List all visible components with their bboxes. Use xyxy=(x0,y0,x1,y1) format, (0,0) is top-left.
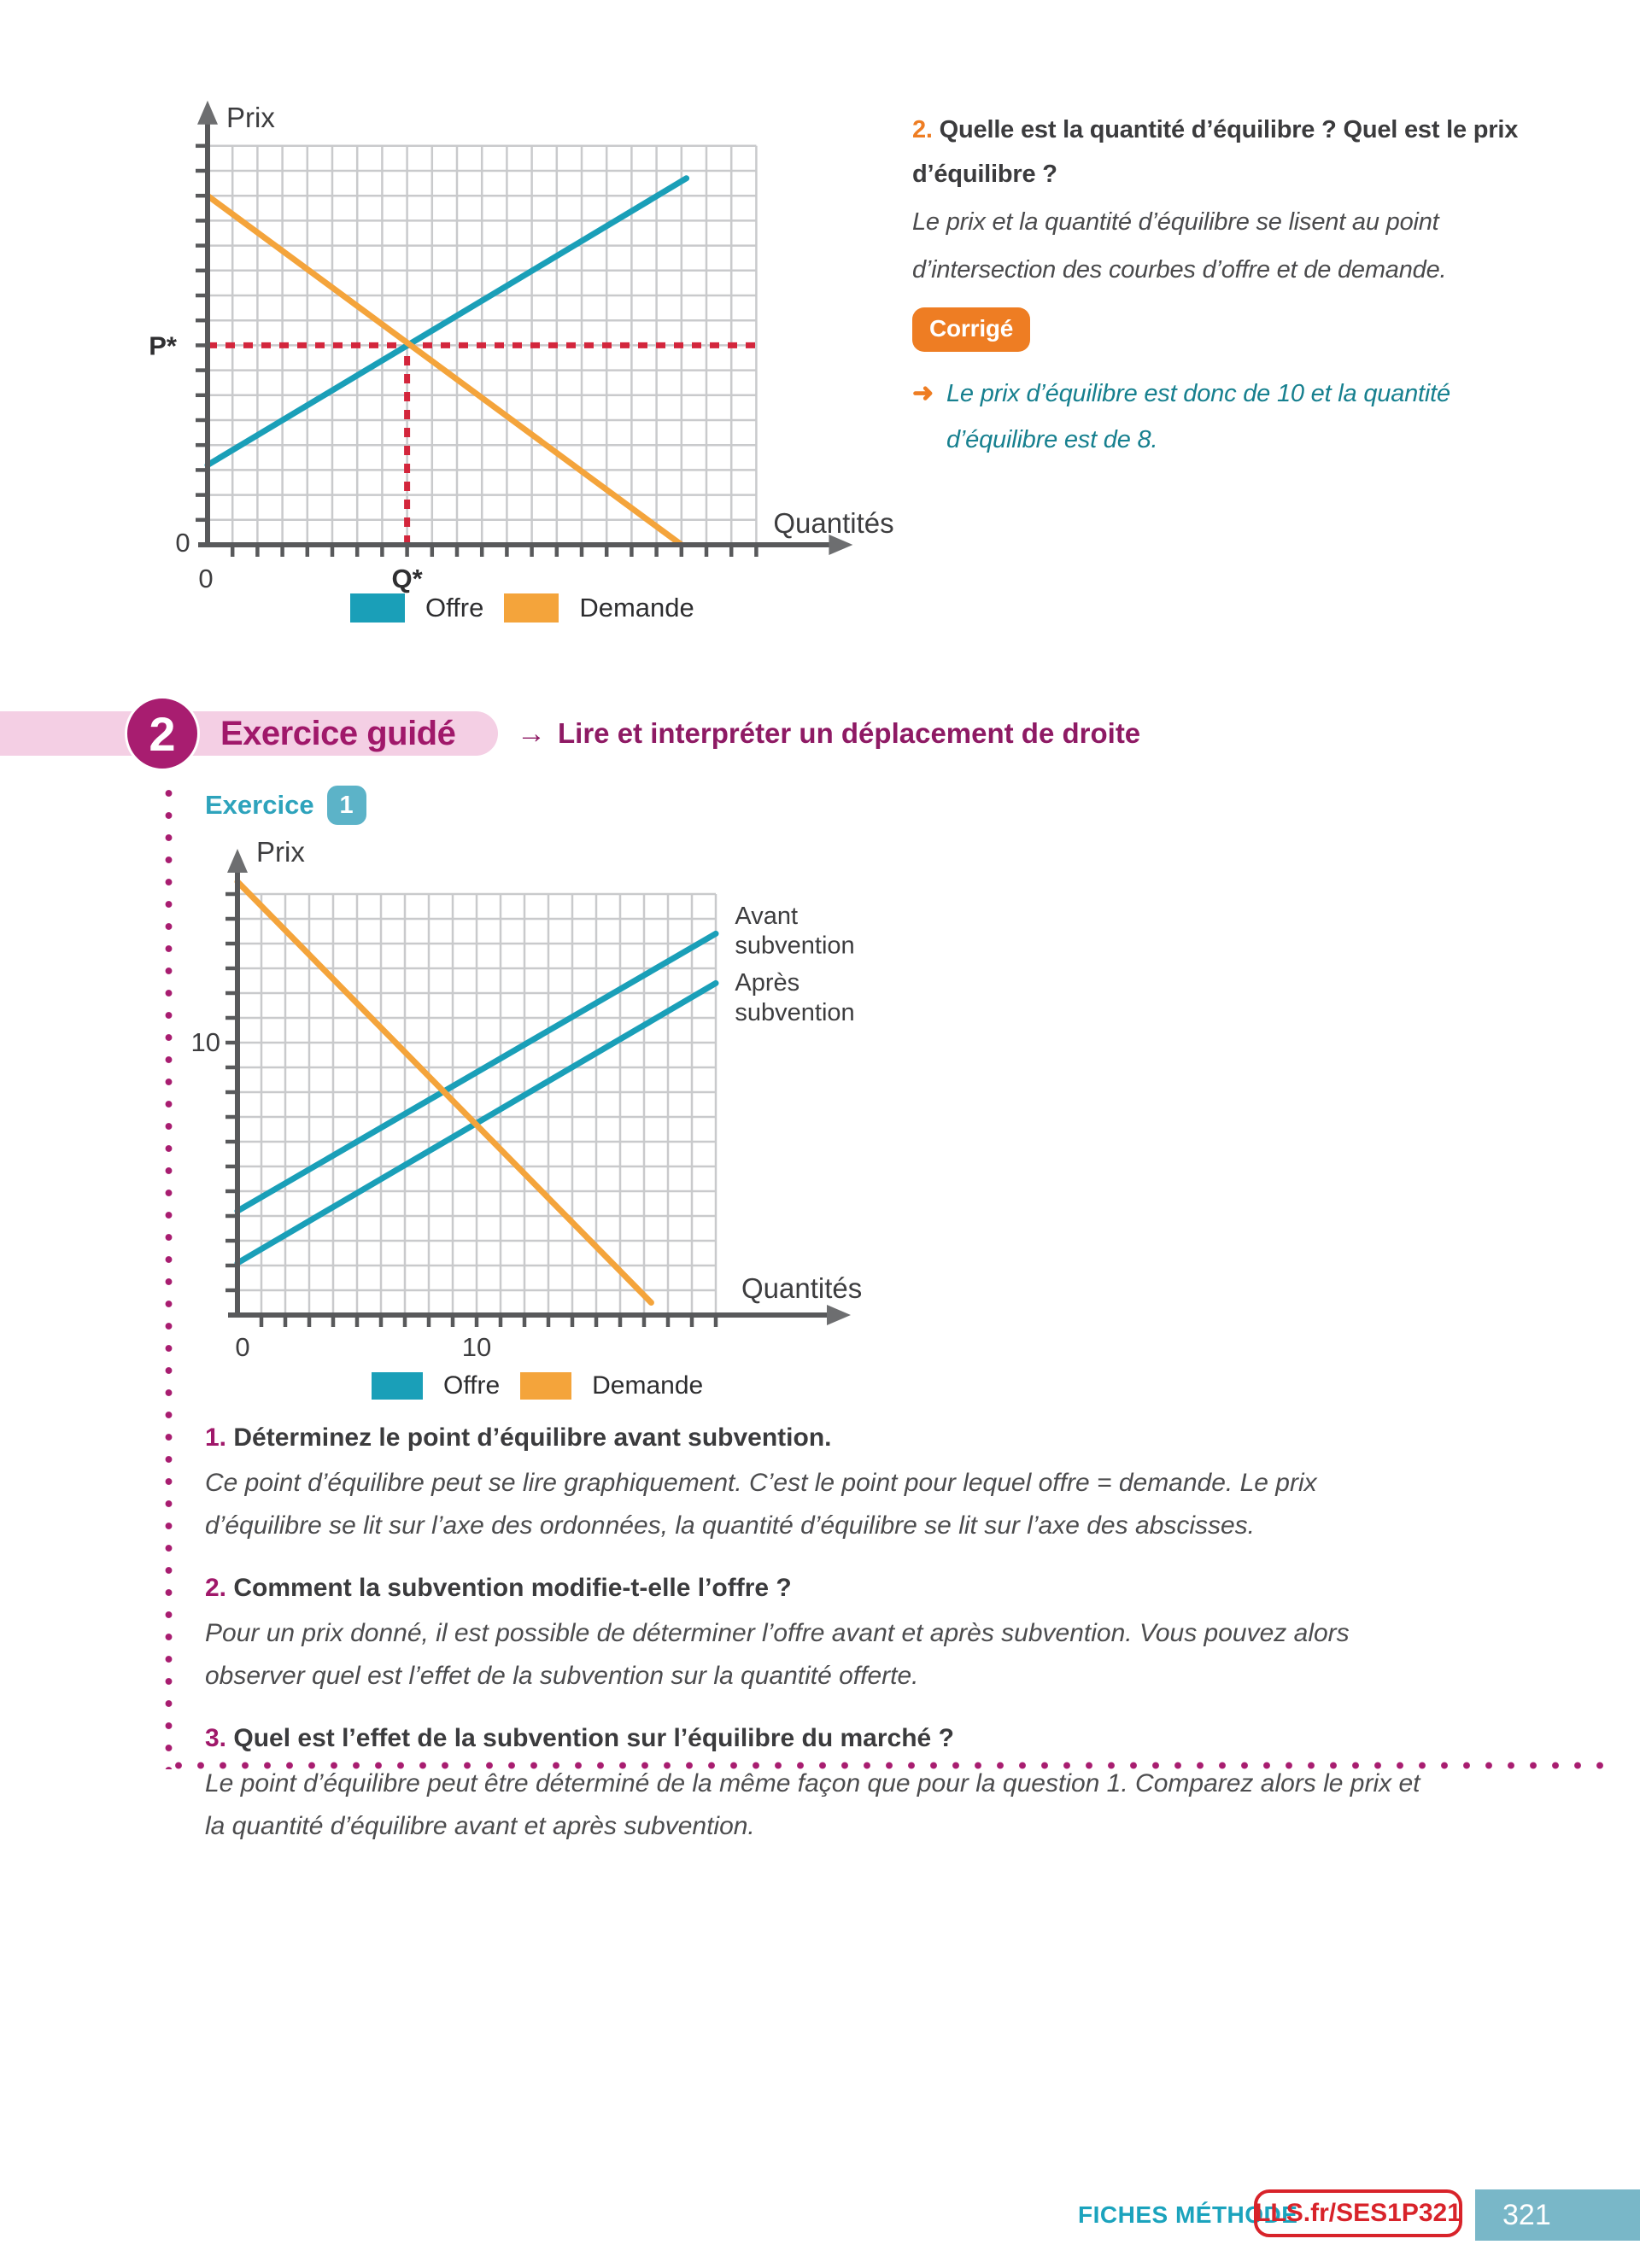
offre-legend-label: Offre xyxy=(425,593,484,623)
chart-label: Q* xyxy=(391,564,423,593)
offre-swatch-icon xyxy=(372,1372,423,1400)
question-number: 3. xyxy=(205,1724,227,1752)
equilibrium-chart xyxy=(120,94,905,649)
question-item xyxy=(205,1419,1426,1457)
solution-answer-text: Le prix d’équilibre est donc de 10 et la quantité d’équilibre est de 8. xyxy=(946,380,1450,453)
question-text: Déterminez le point d’équilibre avant subvention. xyxy=(233,1423,832,1452)
chart-label: subvention xyxy=(735,932,855,960)
chart-label: P* xyxy=(149,330,177,361)
question-item xyxy=(205,1720,1426,1757)
offre-swatch-icon xyxy=(350,593,405,623)
chart-label: Avant xyxy=(735,902,799,930)
chart-label: 0 xyxy=(175,528,190,558)
y-axis-arrow-icon xyxy=(227,849,248,873)
x-axis-arrow-icon xyxy=(827,1305,851,1325)
corrige-badge: Corrigé xyxy=(912,307,1030,352)
chart-label: subvention xyxy=(735,998,855,1026)
demande-swatch-icon xyxy=(520,1372,571,1400)
chart-label: 10 xyxy=(461,1332,492,1362)
footer-link-badge[interactable]: LLS.fr/SES1P321 xyxy=(1254,2189,1462,2237)
solution-question xyxy=(912,108,1557,196)
answer-arrow-icon: ➜ xyxy=(912,379,934,407)
question-hint: Ce point d’équilibre peut se lire graphiquement. C’est le point pour lequel offre = demande. Le prix d’équilibre se lit sur l’axe des ordonnées, la quantité d’équilibre se lit sur l’axe des abscisses. xyxy=(205,1469,1317,1540)
question-hint: Le point d’équilibre peut être déterminé de la même façon que pour la question 1. Comparez alors le prix et la quantité d’équilibre avant et après subvention. xyxy=(205,1769,1420,1840)
exercise-banner-title: Exercice guidé xyxy=(220,714,456,752)
solution-panel xyxy=(912,108,1557,463)
solution-answer xyxy=(912,371,1557,463)
chart-label: Prix xyxy=(256,836,305,868)
question-text: Comment la subvention modifie-t-elle l’offre ? xyxy=(233,1574,792,1602)
exercise-tag-label: Exercice xyxy=(205,790,314,820)
exercise-banner-subtitle xyxy=(517,711,1140,756)
question-text: Quel est l’effet de la subvention sur l’équilibre du marché ? xyxy=(233,1724,954,1752)
chart-label: 10 xyxy=(190,1027,220,1057)
chart-label: Quantités xyxy=(773,507,894,539)
footer-section-label: FICHES MÉTHODE xyxy=(1078,2201,1298,2228)
chart-label: 0 xyxy=(235,1332,250,1362)
chart-label: Après xyxy=(735,969,800,997)
solution-explanation: Le prix et la quantité d’équilibre se lisent au point d’intersection des courbes d’offre et de demande. xyxy=(912,208,1447,284)
page-number-box: 321 xyxy=(1475,2189,1640,2241)
exercise-tag-badge: 1 xyxy=(327,786,366,825)
exercise-number-circle: 2 xyxy=(125,696,200,771)
chart-label: 0 xyxy=(198,564,214,593)
questions-block xyxy=(205,1419,1426,1848)
demande-legend-label: Demande xyxy=(592,1371,704,1400)
demande-swatch-icon xyxy=(504,593,559,623)
y-axis-arrow-icon xyxy=(197,101,218,125)
subtitle-arrow-icon: → xyxy=(517,716,546,750)
chart-label: Prix xyxy=(226,101,275,133)
question-number: 2. xyxy=(205,1574,227,1602)
chart1-legend xyxy=(350,593,694,623)
subsidy-chart xyxy=(120,833,922,1430)
solution-question-text: Quelle est la quantité d’équilibre ? Quel est le prix d’équilibre ? xyxy=(912,116,1519,188)
question-hint: Pour un prix donné, il est possible de déterminer l’offre avant et après subvention. Vous pouvez alors observer quel est l’effet de la subvention sur la quantité offerte. xyxy=(205,1619,1350,1690)
exercise-tag xyxy=(205,786,366,825)
question-item xyxy=(205,1569,1426,1607)
subtitle-text: Lire et interpréter un déplacement de droite xyxy=(558,717,1141,749)
chart-label: Quantités xyxy=(741,1272,863,1304)
offre-legend-label: Offre xyxy=(443,1371,501,1400)
demande-legend-label: Demande xyxy=(579,593,694,623)
question-number: 1. xyxy=(205,1423,227,1452)
chart2-legend xyxy=(372,1371,703,1400)
solution-question-number: 2. xyxy=(912,116,933,143)
